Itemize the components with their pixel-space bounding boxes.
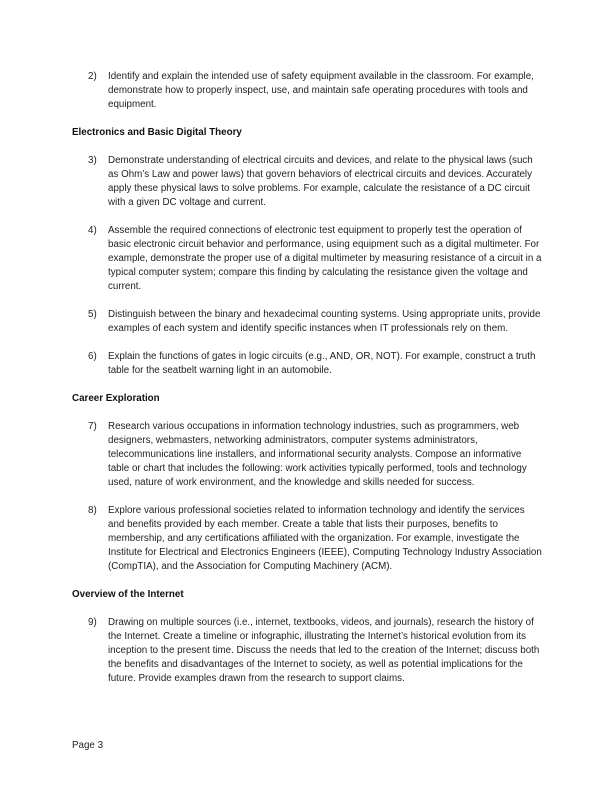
numbered-list-item xyxy=(72,350,542,378)
list-item-text: Demonstrate understanding of electrical circuits and devices, and relate to the physical laws (such as Ohm’s Law and power laws) that govern behaviors of electrical circuits and devices. Accurately apply these physical laws to solve problems. For example, calculate the resistance of a DC circuit with a given DC voltage and current. xyxy=(108,155,533,208)
numbered-list-item xyxy=(72,224,542,294)
list-item-text: Assemble the required connections of electronic test equipment to properly test the operation of basic electronic circuit behavior and performance, using equipment such as a digital multimeter. For example, demonstrate the proper use of a digital multimeter by measuring resistance of a circuit in a typical computer system; compare this finding by calculating the resistance given the voltage and current. xyxy=(108,225,542,292)
list-item-number: 9) xyxy=(88,617,97,628)
numbered-list-item xyxy=(72,70,542,112)
section-heading: Electronics and Basic Digital Theory xyxy=(72,127,242,138)
list-item-text: Identify and explain the intended use of safety equipment available in the classroom. For example, demonstrate how to properly inspect, use, and maintain safe operating procedures with tools and equipment. xyxy=(108,71,534,110)
list-item-text: Distinguish between the binary and hexadecimal counting systems. Using appropriate units, provide examples of each system and identify specific instances when IT professionals rely on them. xyxy=(108,309,541,334)
numbered-list-item xyxy=(72,616,542,686)
list-item-number: 5) xyxy=(88,309,97,320)
list-item-text: Explain the functions of gates in logic circuits (e.g., AND, OR, NOT). For example, construct a truth table for the seatbelt warning light in an automobile. xyxy=(108,351,536,376)
numbered-list-item xyxy=(72,420,542,490)
numbered-list-item xyxy=(72,308,542,336)
numbered-list-item xyxy=(72,504,542,574)
document-content xyxy=(72,70,542,700)
list-item-text: Drawing on multiple sources (i.e., internet, textbooks, videos, and journals), research the history of the Internet. Create a timeline or infographic, illustrating the Internet’s historical evolution from its inception to the present time. Discuss the needs that led to the creation of the Internet; discuss both the benefits and disadvantages of the Internet to society, as well as potential implications for the future. Provide examples drawn from the research to support claims. xyxy=(108,617,540,684)
list-item-number: 6) xyxy=(88,351,97,362)
section-heading: Overview of the Internet xyxy=(72,589,184,600)
numbered-list-item xyxy=(72,154,542,210)
page-footer xyxy=(72,739,103,753)
list-item-number: 8) xyxy=(88,505,97,516)
list-item-text: Explore various professional societies related to information technology and identify the services and benefits provided by each member. Create a table that lists their purposes, benefits to membership, and any certifications affiliated with the organization. For example, investigate the Institute for Electrical and Electronics Engineers (IEEE), Computing Technology Industry Association (CompTIA), and the Association for Computing Machinery (ACM). xyxy=(108,505,542,572)
list-item-number: 2) xyxy=(88,71,97,82)
section-heading: Career Exploration xyxy=(72,393,160,404)
list-item-number: 4) xyxy=(88,225,97,236)
list-item-number: 3) xyxy=(88,155,97,166)
list-item-number: 7) xyxy=(88,421,97,432)
page-number-label: Page 3 xyxy=(72,740,104,751)
list-item-text: Research various occupations in information technology industries, such as programmers, web designers, webmasters, networking administrators, computer systems administrators, telecommunications line installers, and informational security analysts. Compose an informative table or chart that includes the following: work activities typically performed, tools and technology used, nature of work environment, and the knowledge and skills needed for success. xyxy=(108,421,527,488)
